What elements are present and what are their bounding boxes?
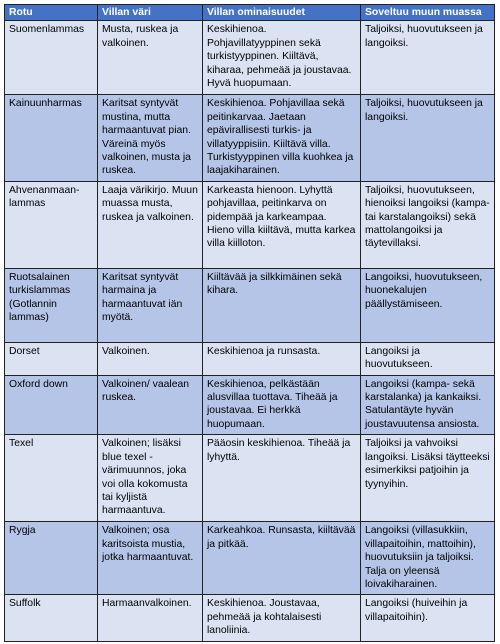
suitable-for-cell: Taljoiksi, huovutukseen ja langoiksi. — [361, 95, 495, 181]
table-row — [5, 522, 495, 595]
suitable-for-cell: Langoiksi (villasukkiin, villapaitoihin, mattoihin), huovutuksiin ja taljoiksi. Talja on yleensä loivakiharainen. — [361, 522, 495, 595]
wool-color-cell: Valkoinen/ vaalean ruskea. — [98, 375, 203, 435]
header-wool-color: Villan väri — [98, 5, 203, 21]
breed-cell: Ruotsalainen turkislammas (Gotlannin lammas) — [5, 268, 98, 342]
breed-cell: Texel — [5, 435, 98, 522]
suitable-for-cell: Langoiksi ja huovutukseen. — [361, 342, 495, 375]
wool-color-cell: Valkoinen; osa karitsoista mustia, jotka harmaantuvat. — [98, 522, 203, 595]
breed-cell: Kainuunharmas — [5, 95, 98, 181]
suitable-for-cell: Langoiksi, huovutukseen, huonekalujen päällystämiseen. — [361, 268, 495, 342]
table-row — [5, 435, 495, 522]
breed-cell: Suomenlammas — [5, 21, 98, 95]
header-row — [5, 5, 495, 21]
table-row — [5, 181, 495, 268]
wool-properties-cell: Karkeahkoa. Runsasta, kiiltävää ja pitkää. — [203, 522, 361, 595]
breed-cell: Ahvenanmaan-lammas — [5, 181, 98, 268]
wool-color-cell: Karitsat syntyvät mustina, mutta harmaantuvat pian. Väreinä myös valkoinen, musta ja ruskea. — [98, 95, 203, 181]
wool-properties-cell: Pääosin keskihienoa. Tiheää ja lyhyttä. — [203, 435, 361, 522]
suitable-for-cell: Taljoiksi, huovutukseen ja langoiksi. — [361, 21, 495, 95]
wool-properties-cell: Karkeasta hienoon. Lyhyttä pohjavillaa, peitinkarva on pidempää ja karkeampaa. Hieno villa kiiltävä, mutta karkea villa kiilloton. — [203, 181, 361, 268]
header-wool-properties: Villan ominaisuudet — [203, 5, 361, 21]
table-row — [5, 21, 495, 95]
table-row — [5, 95, 495, 181]
wool-properties-cell: Keskihienoa. Joustavaa, pehmeää ja kohtalaisesti lanoliinia. — [203, 595, 361, 641]
wool-properties-cell: Kiiltävää ja silkkimäinen sekä kihara. — [203, 268, 361, 342]
breed-cell: Oxford down — [5, 375, 98, 435]
wool-properties-cell: Keskihienoa. Pohjavillatyyppinen sekä turkistyyppinen. Kiiltävä, kiharaa, pehmeää ja joustavaa. Hyvä huopumaan. — [203, 21, 361, 95]
wool-properties-cell: Keskihienoa, pelkästään alusvillaa tuottava. Tiheää ja joustavaa. Ei herkkä huopumaan. — [203, 375, 361, 435]
header-suitable-for: Soveltuu muun muassa — [361, 5, 495, 21]
breed-cell: Suffolk — [5, 595, 98, 641]
suitable-for-cell: Taljoiksi, huovutukseen, hienoiksi langoiksi (kampa- tai karstalangoiksi) sekä mattolangoiksi ja täytevillaksi. — [361, 181, 495, 268]
wool-properties-cell: Keskihienoa. Pohjavillaa sekä peitinkarvaa. Jaetaan epävirallisesti turkis- ja villatyyppisiin. Kiiltävä villa. Turkistyyppinen villa kuohkea ja laajakiharainen. — [203, 95, 361, 181]
header-breed: Rotu — [5, 5, 98, 21]
breed-cell: Dorset — [5, 342, 98, 375]
wool-color-cell: Harmaanvalkoinen. — [98, 595, 203, 641]
suitable-for-cell: Langoiksi (kampa- sekä karstalanka) ja kankaiksi. Satulantäyte hyvän joustavuutensa ansiosta. — [361, 375, 495, 435]
wool-color-cell: Valkoinen; lisäksi blue texel -värimuunnos, joka voi olla kokomusta tai kyljistä harmaantuva. — [98, 435, 203, 522]
table-row — [5, 268, 495, 342]
wool-color-cell: Musta, ruskea ja valkoinen. — [98, 21, 203, 95]
wool-color-cell: Laaja värikirjo. Muun muassa musta, ruskea ja valkoinen. — [98, 181, 203, 268]
table-row — [5, 595, 495, 641]
wool-breeds-table — [4, 4, 495, 642]
table-row — [5, 375, 495, 435]
wool-properties-cell: Keskihienoa ja runsasta. — [203, 342, 361, 375]
table-row — [5, 342, 495, 375]
breed-cell: Rygja — [5, 522, 98, 595]
wool-color-cell: Karitsat syntyvät harmaina ja harmaantuvat iän myötä. — [98, 268, 203, 342]
suitable-for-cell: Langoiksi (huiveihin ja villapaitoihin). — [361, 595, 495, 641]
suitable-for-cell: Taljoiksi ja vahvoiksi langoiksi. Lisäksi täytteeksi esimerkiksi patjoihin ja tyynyihin. — [361, 435, 495, 522]
wool-color-cell: Valkoinen. — [98, 342, 203, 375]
